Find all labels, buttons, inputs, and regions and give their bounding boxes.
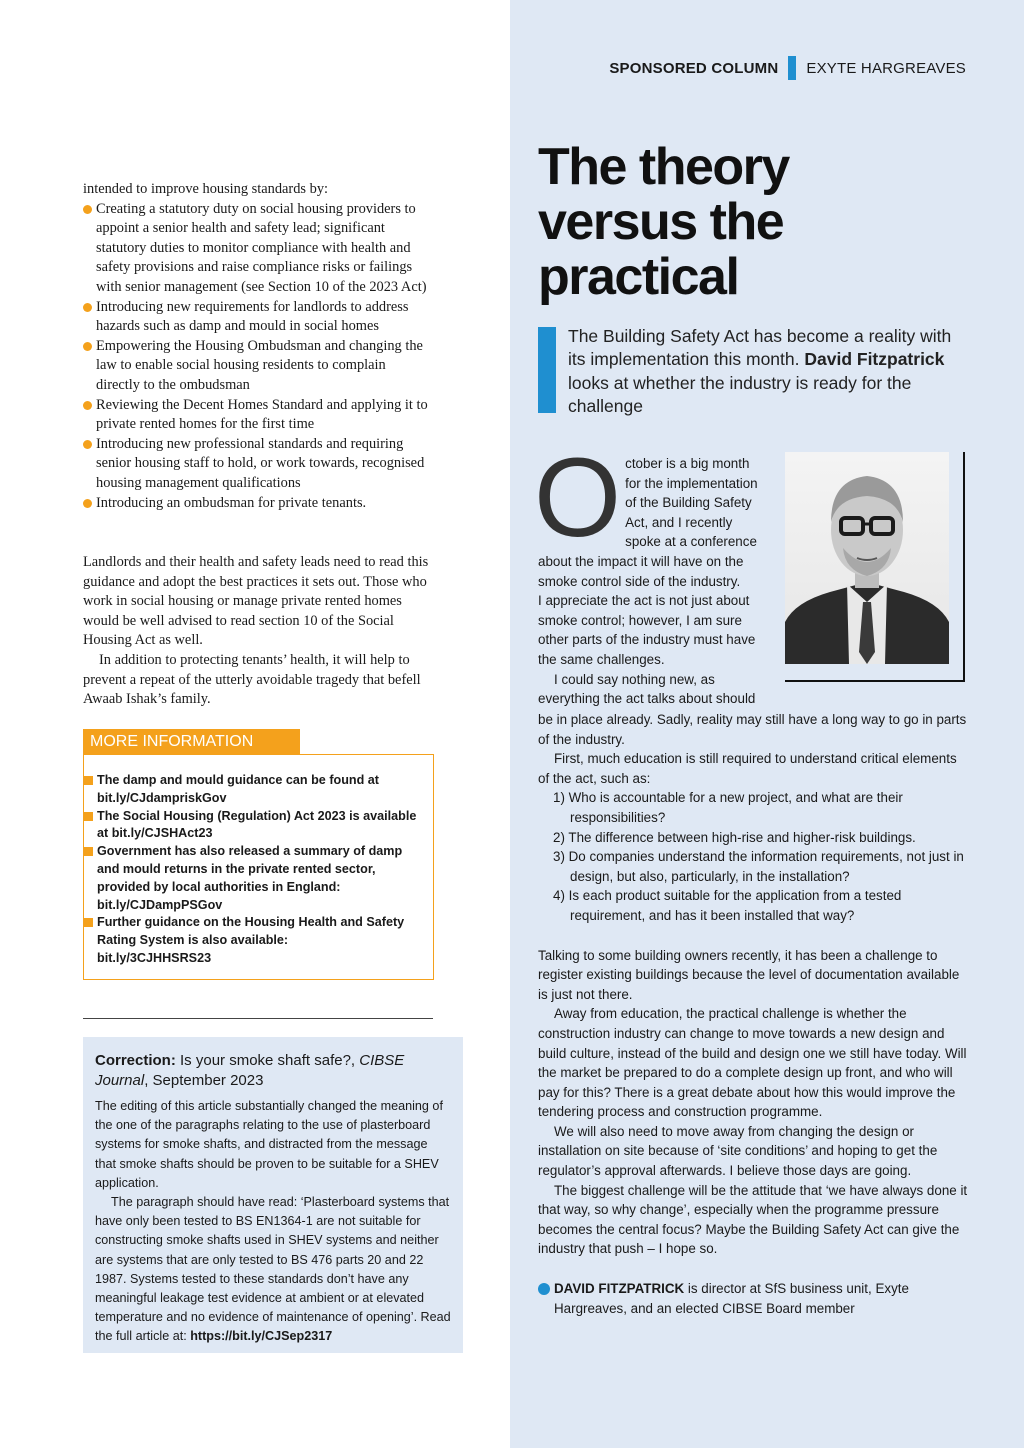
correction-box <box>83 1037 463 1353</box>
list-item: Empowering the Housing Ombudsman and changing the law to enable social housing residents to complain directly to the ombudsman <box>83 337 433 396</box>
article-opening <box>534 435 768 709</box>
paragraph: In addition to protecting tenants’ health, it will help to prevent a repeat of the utterly avoidable tragedy that befell Awaab Ishak’s family. <box>83 651 421 708</box>
sponsored-column-label: SPONSORED COLUMN <box>609 59 779 77</box>
bullet-dot-icon <box>83 205 92 214</box>
paragraph: We will also need to move away from changing the design or installation on site because of ‘site conditions’ and hoping to get the regulator’s approval afterwards. I believe those days are going. <box>538 1123 938 1179</box>
paragraph: ctober is a big month for the implementation of the Building Safety Act, and I recently spoke at a conference about the impact it will have on the smoke control side of the industry. <box>538 456 758 589</box>
standfirst-text: The Building Safety Act has become a reality with its implementation this month. David Fitzpatrick looks at whether the industry is ready for the challenge <box>568 326 952 417</box>
list-item: 3) Do companies understand the information requirements, not just in design, but also, particularly, in the installation? <box>553 849 964 884</box>
left-intro-section <box>83 180 433 513</box>
list-item: Introducing new requirements for landlords to address hazards such as damp and mould in social homes <box>83 298 433 337</box>
paragraph: be in place already. Sadly, reality may still have a long way to go in parts of the industry. <box>538 712 967 747</box>
bullet-dot-icon <box>83 401 92 410</box>
full-article-link[interactable]: https://bit.ly/CJSep2317 <box>190 1329 333 1344</box>
article-title: The theory versus the practical <box>538 138 789 306</box>
paragraph: Landlords and their health and safety leads need to read this guidance and adopt the best practices it sets out. Those who work in social housing or manage private rented homes would be well advised to read section 10 of the Social Housing Act as well. <box>83 554 429 649</box>
bullet-dot-icon <box>83 342 92 351</box>
list-item: The Social Housing (Regulation) Act 2023 is available at bit.ly/CJSHAct23 <box>84 808 423 844</box>
correction-heading: Correction: Is your smoke shaft safe?, CIBSE Journal, September 2023 <box>95 1052 405 1089</box>
article-body <box>538 710 968 1318</box>
list-item: 1) Who is accountable for a new project, and what are their responsibilities? <box>553 790 903 825</box>
paragraph: I could say nothing new, as everything the act talks about should <box>538 671 756 707</box>
list-item: Introducing an ombudsman for private tenants. <box>83 494 433 514</box>
list-item: Creating a statutory duty on social housing providers to appoint a senior health and safety lead; significant statutory duties to monitor compliance with health and safety provisions and raise compliance risks or failings with senior management (see Section 10 of the 2023 Act) <box>83 200 433 298</box>
hhsrs-link[interactable]: bit.ly/3CJHHSRS23 <box>97 950 212 965</box>
guidance-link[interactable]: bit.ly/CJdampriskGov <box>97 790 227 805</box>
list-item: Government has also released a summary of damp and mould returns in the private rented sector, provided by local authorities in England: bit.ly/CJDampPSGov <box>84 843 423 914</box>
act-link[interactable]: bit.ly/CJSHAct23 <box>111 826 213 841</box>
drop-cap: O <box>534 435 622 560</box>
intro-line: intended to improve housing standards by: <box>83 181 329 197</box>
more-information-heading: MORE INFORMATION <box>83 729 300 755</box>
standfirst <box>538 325 958 419</box>
correction-body <box>95 1097 451 1347</box>
list-item: The damp and mould guidance can be found at bit.ly/CJdampriskGov <box>84 772 423 808</box>
paragraph: The biggest challenge will be the attitude that ‘we have always done it that way, so why change’, especially when the programme pressure becomes the central focus? Maybe the Building Safety Act can give the industry that push – I hope so. <box>538 1182 968 1257</box>
improvement-list <box>83 200 433 514</box>
list-item: Reviewing the Decent Homes Standard and applying it to private rented homes for the first time <box>83 396 433 435</box>
standfirst-bar <box>538 327 556 413</box>
left-paragraphs <box>83 553 433 710</box>
bullet-dot-icon <box>83 303 92 312</box>
list-item: 2) The difference between high-rise and higher-risk buildings. <box>553 829 916 845</box>
bullet-dot-icon <box>83 440 92 449</box>
list-item: Further guidance on the Housing Health and Safety Rating System is also available: bit.ly/3CJHHSRS23 <box>84 914 423 967</box>
header-divider-bar <box>788 56 796 80</box>
portrait-illustration <box>785 452 949 664</box>
paragraph: Away from education, the practical challenge is whether the construction industry can change to move towards a new design and build culture, instead of the build and design one we still have today. Will the market be prepared to do a complete design up front, and who will pay for this? There is a great debate about how this would improve the tendering process and construction programme. <box>538 1006 967 1120</box>
paragraph: The editing of this article substantially changed the meaning of the one of the paragraphs relating to the use of plasterboard systems for smoke shafts, and distracted from the message that smoke shafts should be proven to be suitable for a SHEV application. <box>95 1099 443 1190</box>
question-list <box>538 788 968 925</box>
author-name: David Fitzpatrick <box>804 349 945 370</box>
author-portrait <box>785 452 949 664</box>
bio-name: DAVID FITZPATRICK <box>554 1281 685 1297</box>
bullet-dot-icon <box>83 499 92 508</box>
section-divider <box>83 1018 433 1019</box>
more-information-list <box>84 772 423 968</box>
bio-dot-icon <box>538 1283 550 1295</box>
paragraph: I appreciate the act is not just about smoke control; however, I am sure other parts of the industry must have the same challenges. <box>538 593 756 667</box>
company-name: EXYTE HARGREAVES <box>806 59 966 77</box>
bullet-square-icon <box>84 776 93 785</box>
column-header <box>609 56 966 80</box>
paragraph: Talking to some building owners recently, it has been a challenge to register existing buildings because the level of documentation available is just not there. <box>538 947 960 1002</box>
bullet-square-icon <box>84 847 93 856</box>
damp-summary-link[interactable]: bit.ly/CJDampPSGov <box>97 897 223 912</box>
bullet-square-icon <box>84 812 93 821</box>
more-information-box <box>83 754 434 980</box>
bullet-square-icon <box>84 918 93 927</box>
list-item: 4) Is each product suitable for the application from a tested requirement, and has it been installed that way? <box>553 888 902 923</box>
paragraph: First, much education is still required to understand critical elements of the act, such as: <box>538 751 957 786</box>
list-item: Introducing new professional standards and requiring senior housing staff to hold, or work towards, recognised housing management qualifications <box>83 435 433 494</box>
author-bio: DAVID FITZPATRICK is director at SfS business unit, Exyte Hargreaves, and an elected CIBSE Board member <box>538 1279 968 1318</box>
paragraph: The paragraph should have read: ‘Plasterboard systems that have only been tested to BS EN1364-1 are not suitable for constructing smoke shafts used in SHEV systems and neither are systems that are only tested to BS 476 parts 20 and 22 1987. Systems tested to these standards don’t have any meaningful leakage test evidence at ambient or at elevated temperature and no evidence of maintenance of opening’. Read the full article at: https://bit.ly/CJSep2317 <box>95 1195 451 1344</box>
